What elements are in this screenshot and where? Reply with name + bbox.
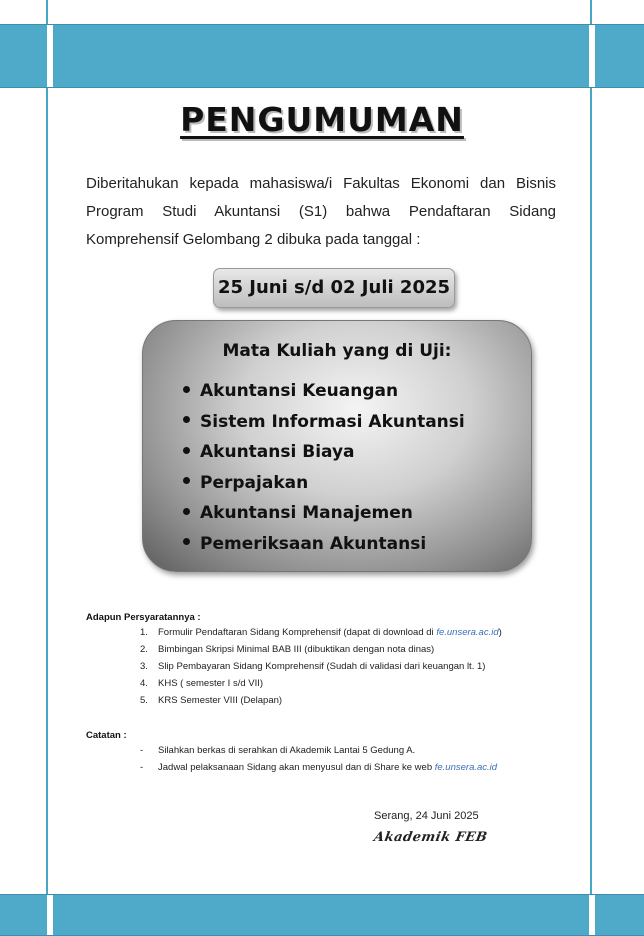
header-band	[0, 24, 644, 88]
note-item: - Jadwal pelaksanaan Sidang akan menyusul dan di Share ke web fe.unsera.ac.id	[140, 762, 498, 773]
requirement-item: 2. Bimbingan Skripsi Minimal BAB III (dibuktikan dengan nota dinas)	[140, 644, 435, 655]
bullet-icon	[183, 508, 190, 515]
course-item: Perpajakan	[183, 473, 465, 504]
course-item: Sistem Informasi Akuntansi	[183, 412, 465, 443]
right-border-line	[590, 0, 592, 928]
course-item: Akuntansi Biaya	[183, 442, 465, 473]
signature-name: Akademik FEB	[372, 830, 489, 845]
bullet-icon	[183, 447, 190, 454]
requirements-heading: Adapun Persyaratannya :	[86, 612, 201, 623]
signature-place-date: Serang, 24 Juni 2025	[374, 810, 479, 822]
footer-band	[0, 894, 644, 936]
course-item: Pemeriksaan Akuntansi	[183, 534, 465, 565]
tested-courses-panel	[142, 320, 532, 572]
course-item: Akuntansi Manajemen	[183, 503, 465, 534]
note-item: - Silahkan berkas di serahkan di Akademik Lantai 5 Gedung A.	[140, 745, 416, 756]
requirement-item: 1. Formulir Pendaftaran Sidang Komprehensif (dapat di download di fe.unsera.ac.id)	[140, 627, 502, 638]
left-border-line	[46, 0, 48, 928]
page-title: PENGUMUMAN	[180, 100, 464, 139]
bullet-icon	[183, 416, 190, 423]
requirement-item: 3. Slip Pembayaran Sidang Komprehensif (Sudah di validasi dari keuangan lt. 1)	[140, 661, 486, 672]
courses-title: Mata Kuliah yang di Uji:	[222, 341, 452, 361]
notes-heading: Catatan :	[86, 730, 127, 741]
requirement-item: 5. KRS Semester VIII (Delapan)	[140, 695, 283, 706]
website-link[interactable]: fe.unsera.ac.id	[436, 627, 499, 638]
bullet-icon	[183, 386, 190, 393]
bullet-icon	[183, 538, 190, 545]
intro-paragraph: Diberitahukan kepada mahasiswa/i Fakultas Ekonomi dan Bisnis Program Studi Akuntansi (S1) bahwa Pendaftaran Sidang Komprehensif Gelombang 2 dibuka pada tanggal :	[86, 175, 556, 248]
course-item: Akuntansi Keuangan	[183, 381, 465, 412]
requirement-item: 4. KHS ( semester I s/d VII)	[140, 678, 264, 689]
website-link[interactable]: fe.unsera.ac.id	[434, 762, 498, 773]
registration-date-box: 25 Juni s/d 02 Juli 2025	[213, 268, 455, 308]
course-list	[183, 381, 465, 564]
notes-list	[140, 745, 497, 779]
bullet-icon	[183, 477, 190, 484]
requirements-list	[140, 627, 502, 712]
